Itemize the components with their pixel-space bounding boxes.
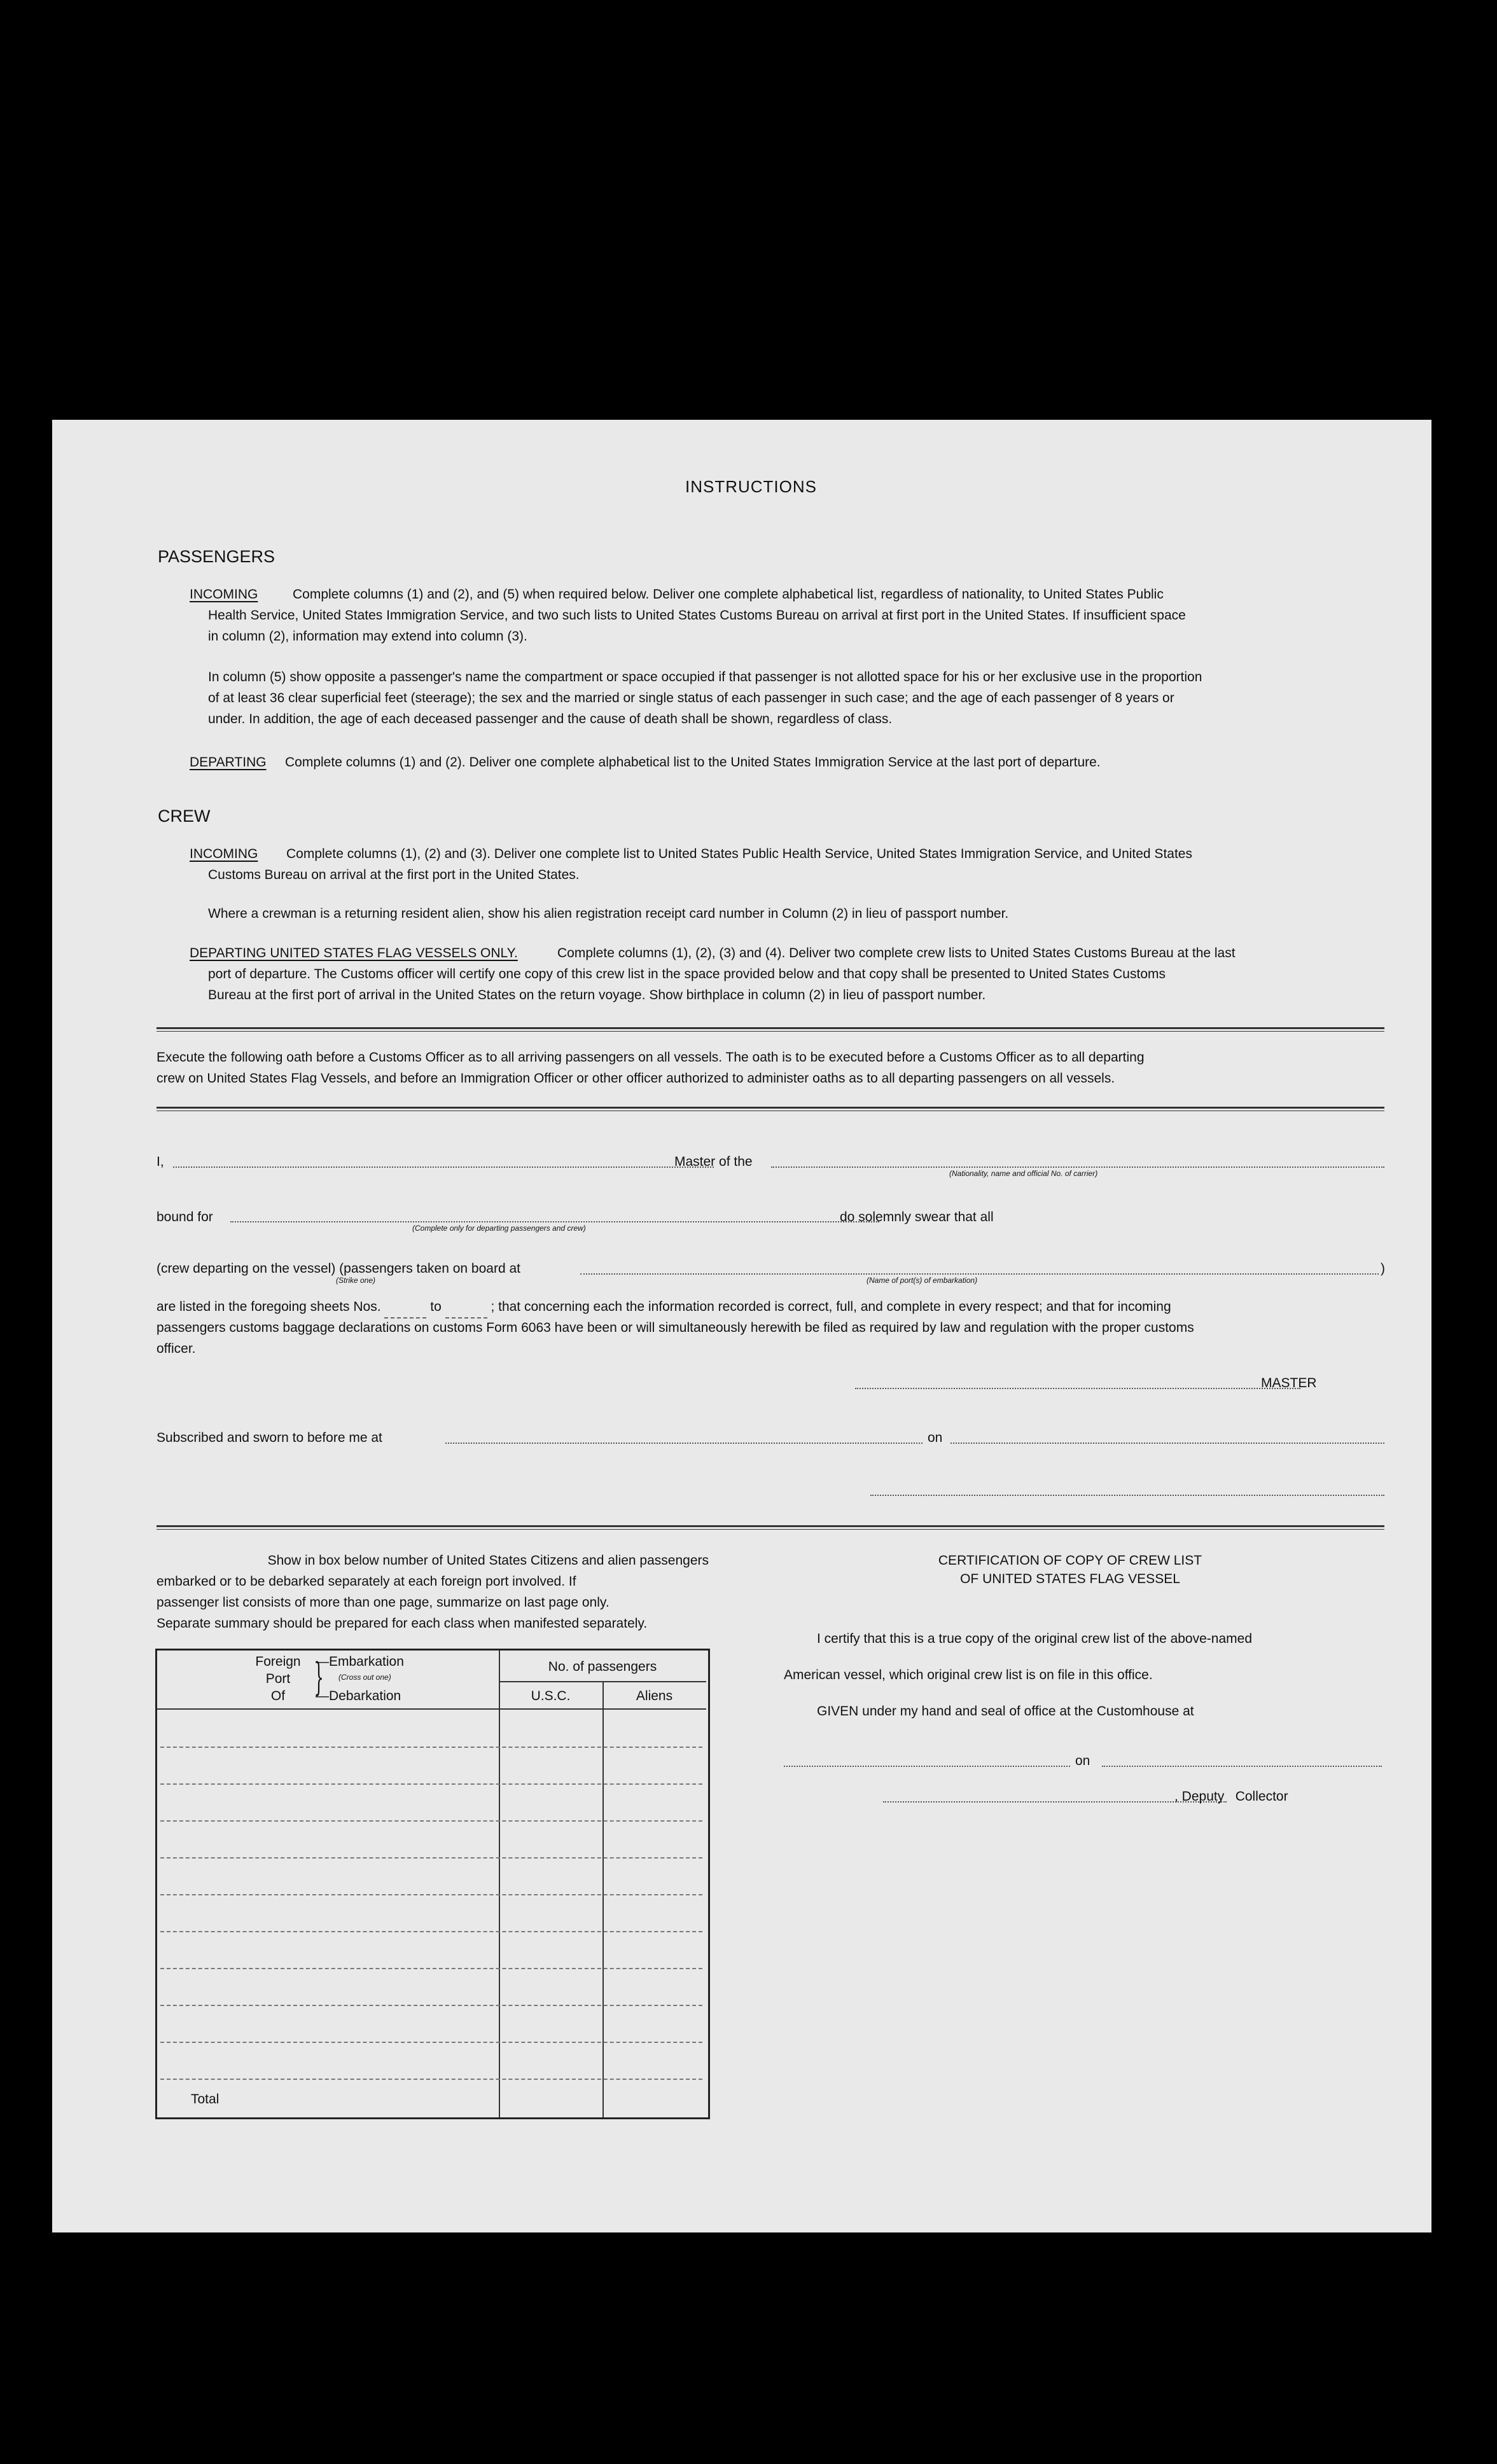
table-divider bbox=[499, 1681, 706, 1682]
crew-incoming-line2: Customs Bureau on arrival at the first port in the United States. bbox=[208, 868, 580, 882]
certification-line2: American vessel, which original crew list is on file in this office. bbox=[784, 1668, 1153, 1682]
certification-title-2: OF UNITED STATES FLAG VESSEL bbox=[960, 1572, 1180, 1586]
embarkation-option[interactable]: —Embarkation bbox=[316, 1654, 404, 1669]
summary-line2: embarked or to be debarked separately at each foreign port involved. If bbox=[157, 1574, 576, 1589]
passengers-incoming-label: INCOMING bbox=[190, 587, 258, 602]
subscribed-label: Subscribed and sworn to before me at bbox=[157, 1430, 382, 1445]
bound-note: (Complete only for departing passengers and crew) bbox=[412, 1224, 586, 1233]
oath-intro-line2: crew on United States Flag Vessels, and before an Immigration Officer or other officer authorized to administer oaths as to all departing passengers on all vessels. bbox=[157, 1071, 1115, 1086]
passengers-heading: PASSENGERS bbox=[158, 547, 275, 566]
crew-departing-line2: port of departure. The Customs officer will certify one copy of this crew list in the space provided below and that copy shall be presented to United States Customs bbox=[208, 967, 1166, 981]
cross-out-note: (Cross out one) bbox=[338, 1673, 391, 1682]
swear-text: do solemnly swear that all bbox=[840, 1210, 994, 1224]
port-note: (Name of port(s) of embarkation) bbox=[867, 1276, 978, 1285]
divider bbox=[157, 1525, 1384, 1530]
carrier-field[interactable] bbox=[771, 1166, 1384, 1168]
page-title: INSTRUCTIONS bbox=[685, 477, 817, 496]
table-row[interactable] bbox=[160, 1783, 702, 1785]
table-row[interactable] bbox=[160, 1747, 702, 1748]
customhouse-field[interactable] bbox=[784, 1766, 1070, 1767]
table-row[interactable] bbox=[160, 1968, 702, 1969]
table-row[interactable] bbox=[160, 2079, 702, 2080]
column5-line3: under. In addition, the age of each deceased passenger and the cause of death shall be shown, regardless of class. bbox=[208, 712, 893, 726]
summary-line3: passenger list consists of more than one page, summarize on last page only. bbox=[157, 1595, 609, 1610]
usc-header: U.S.C. bbox=[531, 1689, 571, 1703]
no-of-passengers-header: No. of passengers bbox=[548, 1659, 657, 1674]
passengers-incoming-line1: Complete columns (1) and (2), and (5) when required below. Deliver one complete alphabetical list, regardless of nationality, to United States Public bbox=[293, 587, 1164, 602]
foreign-port-of-label: Foreign Port Of bbox=[255, 1654, 301, 1703]
summary-line4: Separate summary should be prepared for each class when manifested separately. bbox=[157, 1616, 648, 1631]
crew-departing-label: DEPARTING UNITED STATES FLAG VESSELS ONLY. bbox=[190, 946, 518, 960]
sworn-place-field[interactable] bbox=[445, 1443, 923, 1444]
oath-intro-line1: Execute the following oath before a Customs Officer as to all arriving passengers on all vessels. The oath is to be executed before a Customs Officer as to all departing bbox=[157, 1050, 1145, 1065]
crew-incoming-label: INCOMING bbox=[190, 847, 258, 861]
crew-departing-line1: Complete columns (1), (2), (3) and (4). Deliver two complete crew lists to United States Customs Bureau at the last bbox=[557, 946, 1236, 960]
master-of-label: Master of the bbox=[674, 1154, 753, 1169]
oath-line2: passengers customs baggage declarations on customs Form 6063 have been or will simultaneously herewith be filed as required by law and regulation with the proper customs bbox=[157, 1320, 1194, 1335]
column5-line1: In column (5) show opposite a passenger's name the compartment or space occupied if that passenger is not allotted space for his or her exclusive use in the proportion bbox=[208, 670, 1202, 684]
divider bbox=[157, 1107, 1384, 1111]
carrier-note: (Nationality, name and official No. of carrier) bbox=[949, 1169, 1098, 1178]
table-row[interactable] bbox=[160, 2042, 702, 2043]
sheet-to-field[interactable] bbox=[445, 1296, 487, 1319]
sheets-line: are listed in the foregoing sheets Nos. to ; that concerning each the information recorded is correct, full, and complete in every respect; and that for incoming bbox=[157, 1296, 1171, 1319]
oath-i-label: I, bbox=[157, 1154, 164, 1169]
bound-for-label: bound for bbox=[157, 1210, 213, 1224]
table-row[interactable] bbox=[160, 1857, 702, 1858]
strike-note: (Strike one) bbox=[336, 1276, 376, 1285]
column5-line2: of at least 36 clear superficial feet (steerage); the sex and the married or single status of each passenger in such case; and the age of each passenger of 8 years or bbox=[208, 691, 1174, 705]
close-paren: ) bbox=[1381, 1261, 1385, 1276]
crew-departing-line3: Bureau at the first port of arrival in the United States on the return voyage. Show birthplace in column (2) in lieu of passport number. bbox=[208, 988, 986, 1002]
table-row[interactable] bbox=[160, 2005, 702, 2006]
passengers-incoming-line3: in column (2), information may extend into column (3). bbox=[208, 629, 527, 644]
crew-incoming-line1: Complete columns (1), (2) and (3). Deliver one complete list to United States Public Health Service, United States Immigration Service, and United States bbox=[286, 847, 1192, 861]
certification-title-1: CERTIFICATION OF COPY OF CREW LIST bbox=[938, 1553, 1202, 1568]
master-name-field[interactable] bbox=[173, 1166, 714, 1168]
passengers-incoming-line2: Health Service, United States Immigration Service, and two such lists to United States Customs Bureau on arrival at first port in the United States. If insufficient space bbox=[208, 608, 1186, 623]
sheet-from-field[interactable] bbox=[384, 1296, 426, 1319]
table-row[interactable] bbox=[160, 1894, 702, 1895]
master-label: MASTER bbox=[1261, 1376, 1317, 1390]
certification-date-field[interactable] bbox=[1102, 1766, 1382, 1767]
bound-for-field[interactable] bbox=[230, 1221, 879, 1222]
table-divider bbox=[157, 1708, 706, 1710]
sworn-on-label: on bbox=[928, 1430, 943, 1445]
certification-line3: GIVEN under my hand and seal of office at the Customhouse at bbox=[817, 1704, 1194, 1719]
certification-on-label: on bbox=[1075, 1754, 1090, 1768]
deputy-collector-label: , Deputy Collector bbox=[1174, 1789, 1288, 1804]
passengers-departing-label: DEPARTING bbox=[190, 755, 267, 770]
passengers-departing-text: Complete columns (1) and (2). Deliver one complete alphabetical list to the United States Immigration Service at the last port of departure. bbox=[285, 755, 1101, 770]
divider bbox=[157, 1027, 1384, 1032]
crew-departing-option[interactable]: (crew departing on the vessel) (passengers taken on board at bbox=[157, 1261, 520, 1276]
embarkation-port-field[interactable] bbox=[580, 1273, 1379, 1275]
aliens-header: Aliens bbox=[636, 1689, 673, 1703]
brace-icon: } bbox=[314, 1655, 324, 1699]
table-row[interactable] bbox=[160, 1820, 702, 1822]
sworn-date-field[interactable] bbox=[950, 1443, 1384, 1444]
debarkation-option[interactable]: —Debarkation bbox=[316, 1689, 401, 1703]
officer-signature-field[interactable] bbox=[870, 1495, 1384, 1496]
summary-line1: Show in box below number of United States Citizens and alien passengers bbox=[267, 1553, 709, 1568]
crew-resident-text: Where a crewman is a returning resident alien, show his alien registration receipt card number in Column (2) in lieu of passport number. bbox=[208, 906, 1009, 921]
table-divider bbox=[499, 1651, 500, 2117]
crew-heading: CREW bbox=[158, 806, 211, 826]
passenger-summary-table bbox=[155, 1649, 710, 2119]
table-row[interactable] bbox=[160, 1931, 702, 1932]
master-signature-field[interactable] bbox=[855, 1388, 1300, 1389]
oath-line3: officer. bbox=[157, 1341, 196, 1356]
total-label: Total bbox=[191, 2092, 219, 2107]
certification-line1: I certify that this is a true copy of the original crew list of the above-named bbox=[817, 1631, 1252, 1646]
form-page bbox=[52, 420, 1431, 2232]
